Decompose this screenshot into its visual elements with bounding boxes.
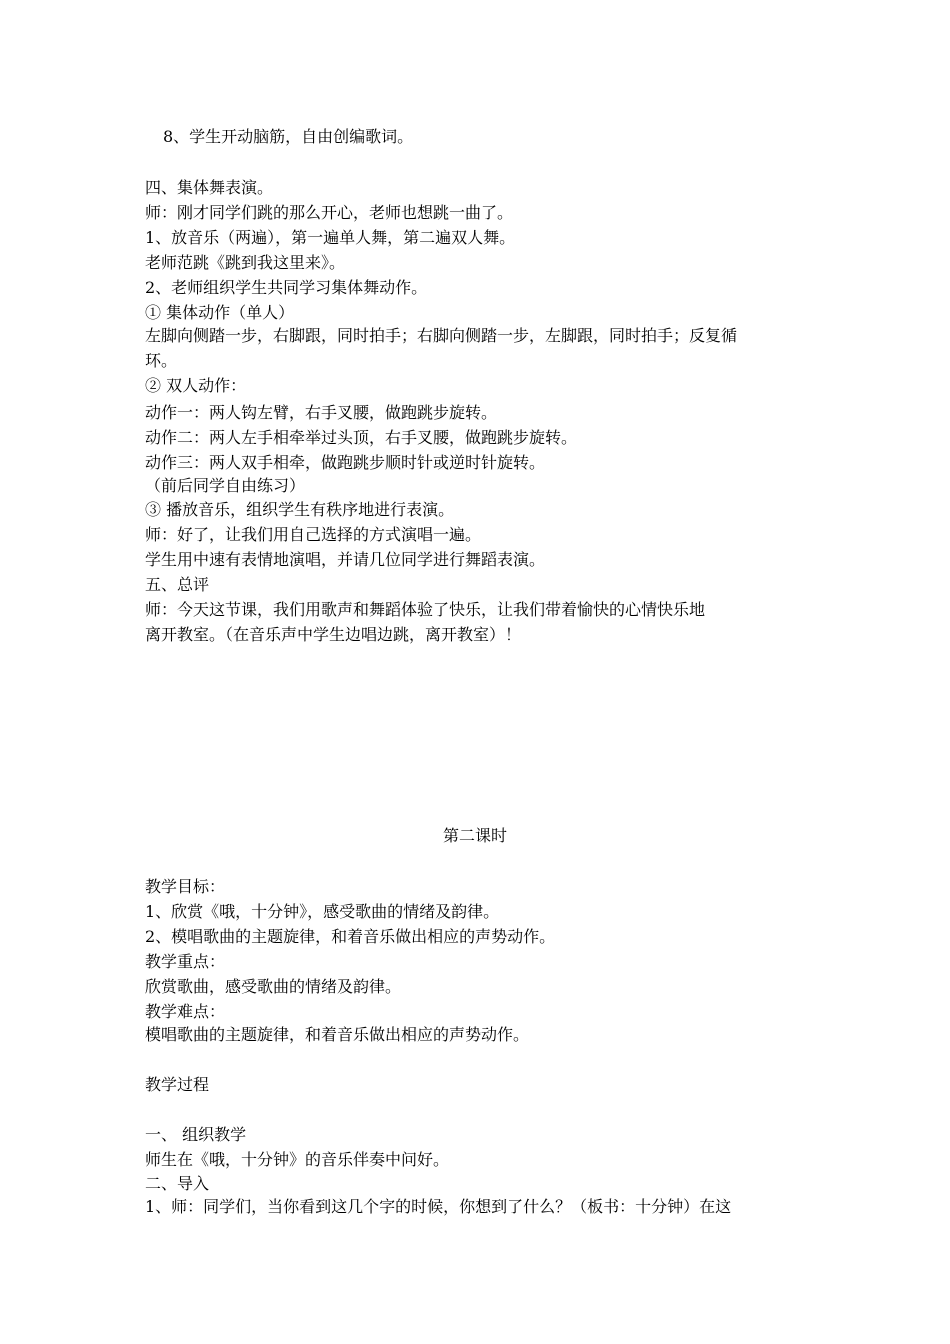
- teacher-demo: 老师范跳《跳到我这里来》。: [145, 253, 346, 272]
- group-action-title: ① 集体动作（单人）: [145, 303, 295, 322]
- teacher-intro: 师：刚才同学们跳的那么开心，老师也想跳一曲了。: [145, 203, 514, 222]
- group-action-line-2: 环。: [145, 351, 178, 370]
- process-step-2-heading: 二、导入: [145, 1174, 210, 1193]
- group-action-line-1: 左脚向侧踏一步，右脚跟，同时拍手；右脚向侧踏一步，左脚跟，同时拍手；反复循: [145, 326, 738, 345]
- process-step-1-heading: 一、 组织教学: [145, 1125, 247, 1144]
- section-heading-5: 五、总评: [145, 575, 210, 594]
- pair-action-title: ② 双人动作：: [145, 376, 247, 395]
- step-2: 2、老师组织学生共同学习集体舞动作。: [145, 278, 428, 297]
- process-step-1-text: 师生在《哦，十分钟》的音乐伴奏中问好。: [145, 1150, 450, 1169]
- goals-label: 教学目标：: [145, 877, 226, 896]
- process-label: 教学过程: [145, 1075, 210, 1094]
- key-point: 欣赏歌曲，感受歌曲的情绪及韵律。: [145, 977, 402, 996]
- perform-step-3: ③ 播放音乐，组织学生有秩序地进行表演。: [145, 500, 455, 519]
- process-step-2-text: 1、师：同学们，当你看到这几个字的时候，你想到了什么？（板书：十分钟）在这: [145, 1197, 732, 1216]
- summary-line-2: 离开教室。（在音乐声中学生边唱边跳，离开教室）！: [145, 625, 522, 644]
- goal-1: 1、欣赏《哦，十分钟》，感受歌曲的情绪及韵律。: [145, 902, 500, 921]
- goal-2: 2、模唱歌曲的主题旋律，和着音乐做出相应的声势动作。: [145, 927, 556, 946]
- students-sing: 学生用中速有表情地演唱，并请几位同学进行舞蹈表演。: [145, 550, 546, 569]
- step-1: 1、放音乐（两遍），第一遍单人舞，第二遍双人舞。: [145, 228, 516, 247]
- difficulty-label: 教学难点：: [145, 1002, 226, 1021]
- difficulty: 模唱歌曲的主题旋律，和着音乐做出相应的声势动作。: [145, 1025, 530, 1044]
- summary-line-1: 师：今天这节课，我们用歌声和舞蹈体验了快乐，让我们带着愉快的心情快乐地: [145, 600, 706, 619]
- action-2: 动作二：两人左手相牵举过头顶，右手叉腰，做跑跳步旋转。: [145, 428, 578, 447]
- action-3: 动作三：两人双手相牵，做跑跳步顺时针或逆时针旋转。: [145, 453, 546, 472]
- teacher-sing: 师：好了，让我们用自己选择的方式演唱一遍。: [145, 525, 482, 544]
- practice-note: （前后同学自由练习）: [145, 476, 306, 495]
- action-1: 动作一：两人钩左臂，右手叉腰，做跑跳步旋转。: [145, 403, 498, 422]
- section-heading-4: 四、集体舞表演。: [145, 178, 274, 197]
- item-8: 8、学生开动脑筋，自由创编歌词。: [163, 127, 414, 146]
- key-point-label: 教学重点：: [145, 952, 226, 971]
- lesson-title: 第二课时: [442, 826, 507, 845]
